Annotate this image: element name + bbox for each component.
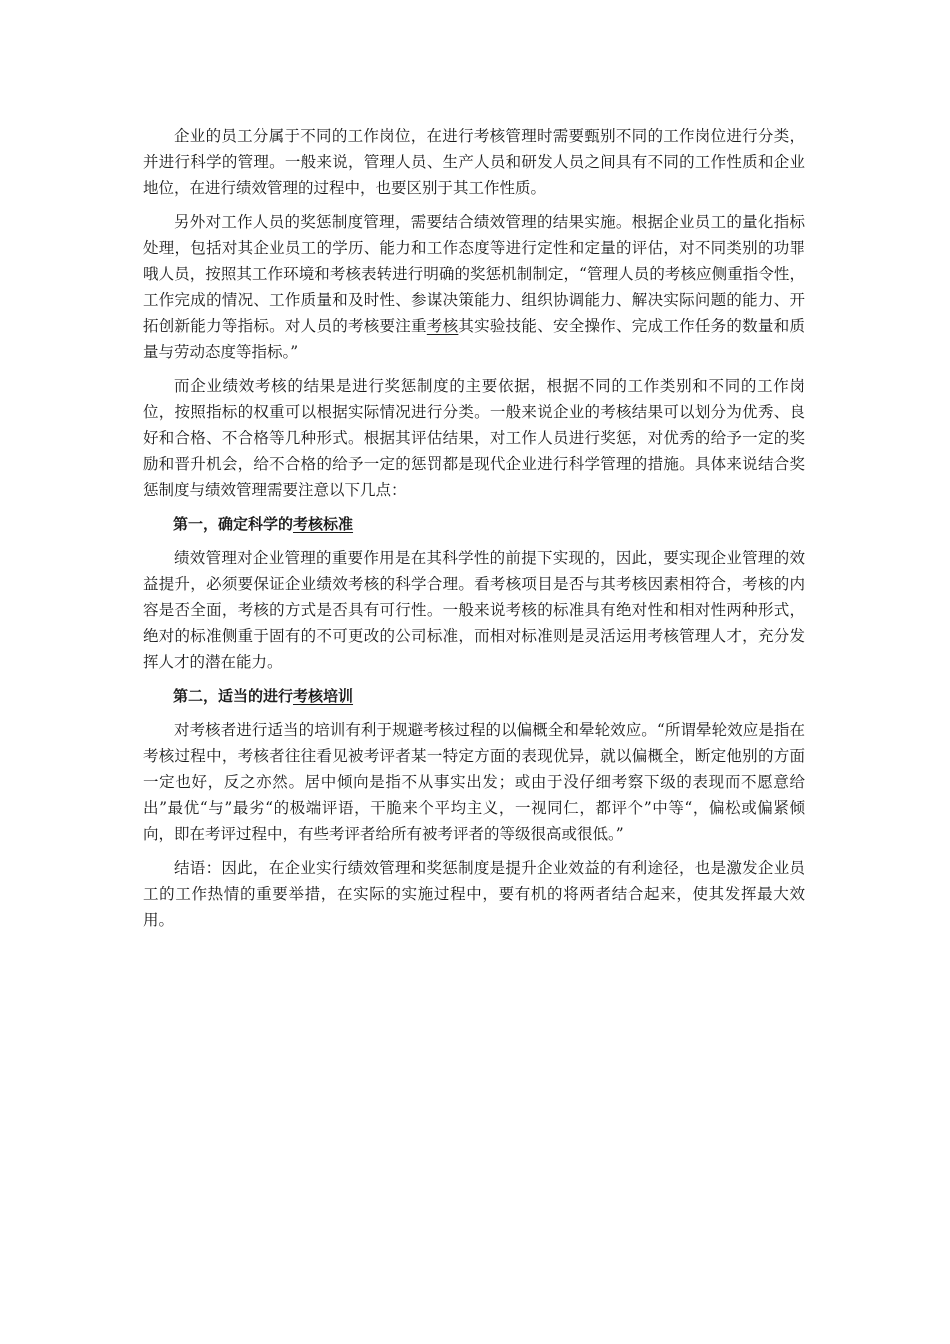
heading-text: 第一，确定科学的: [173, 515, 294, 533]
document-body: [143, 123, 805, 941]
paragraph-scientific-standard: 绩效管理对企业管理的重要作用是在其科学性的前提下实现的，因此，要实现企业管理的效益提升，必须要保证企业绩效考核的科学合理。看考核项目是否与其考核因素相符合，考核的内容是否全面，考核的方式是否具有可行性。一般来说考核的标准具有绝对性和相对性两种形式，绝对的标准侧重于固有的不可更改的公司标准，而相对标准则是灵活运用考核管理人才，充分发挥人才的潜在能力。: [143, 549, 805, 671]
heading-first: [143, 511, 805, 537]
paragraph-reward-punishment: [143, 209, 805, 365]
heading-text: 第二，适当的进行: [173, 687, 294, 705]
paragraph-text: 其实验技能、安全操作、完成工作任务的数量和质量与劳动态度等指标。”: [143, 317, 805, 361]
paragraph-job-categories: 企业的员工分属于不同的工作岗位，在进行考核管理时需要甄别不同的工作岗位进行分类，并进行科学的管理。一般来说，管理人员、生产人员和研发人员之间具有不同的工作性质和企业地位，在进行绩效管理的过程中，也要区别于其工作性质。: [143, 127, 805, 197]
assessment-standard-link[interactable]: 考核标准: [293, 515, 354, 533]
paragraph-halo-effect: 对考核者进行适当的培训有利于规避考核过程的以偏概全和晕轮效应。“所谓晕轮效应是指在考核过程中，考核者往往看见被考评者某一特定方面的表现优异，就以偏概全，断定他别的方面一定也好，反之亦然。居中倾向是指不从事实出发；或由于没仔细考察下级的表现而不愿意给出”最优“与”最劣“的极端评语，干脆来个平均主义，一视同仁，都评个”中等“，偏松或偏紧倾向，即在考评过程中，有些考评者给所有被考评者的等级很高或很低。”: [143, 721, 805, 843]
assessment-link[interactable]: 考核: [426, 317, 459, 335]
assessment-training-link[interactable]: 考核培训: [293, 687, 354, 705]
paragraph-text: 另外对工作人员的奖惩制度管理，需要结合绩效管理的结果实施。根据企业员工的量化指标处理，包括对其企业员工的学历、能力和工作态度等进行定性和定量的评估，对不同类别的功罪哦人员，按照其工作环境和考核表转进行明确的奖惩机制制定，“管理人员的考核应侧重指令性，工作完成的情况、工作质量和及时性、参谋决策能力、组织协调能力、解决实际问题的能力、开拓创新能力等指标。对人员的考核要注重: [143, 213, 805, 335]
paragraph-conclusion: 结语：因此，在企业实行绩效管理和奖惩制度是提升企业效益的有利途径，也是激发企业员工的工作热情的重要举措，在实际的实施过程中，要有机的将两者结合起来，使其发挥最大效用。: [143, 859, 805, 929]
heading-second: [143, 683, 805, 709]
paragraph-assessment-results: 而企业绩效考核的结果是进行奖惩制度的主要依据，根据不同的工作类别和不同的工作岗位，按照指标的权重可以根据实际情况进行分类。一般来说企业的考核结果可以划分为优秀、良好和合格、不合格等几种形式。根据其评估结果，对工作人员进行奖惩，对优秀的给予一定的奖励和晋升机会，给不合格的给予一定的惩罚都是现代企业进行科学管理的措施。具体来说结合奖惩制度与绩效管理需要注意以下几点：: [143, 377, 805, 499]
